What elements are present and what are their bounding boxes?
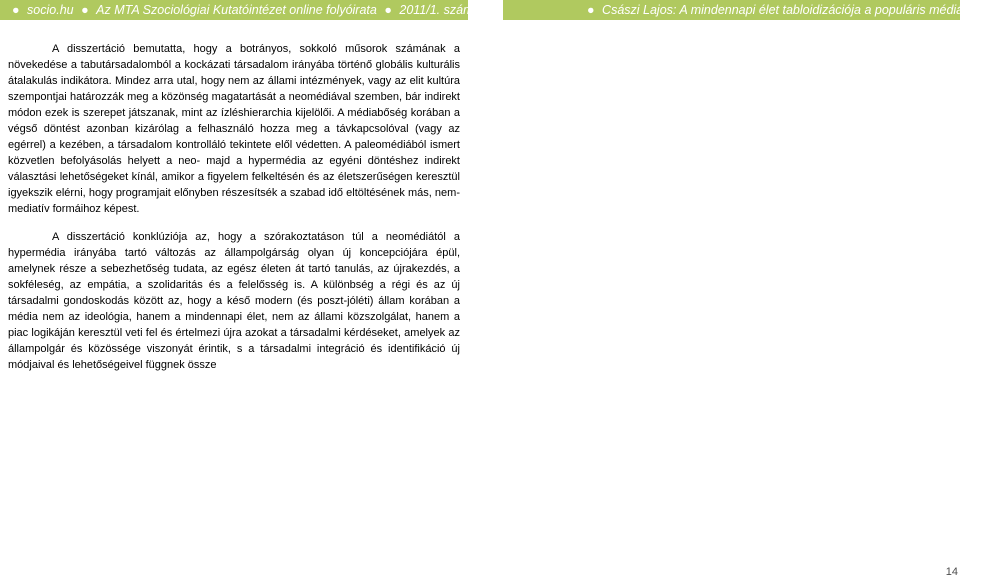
header-journal-title: Az MTA Szociológiai Kutatóintézet online folyóirata — [96, 3, 377, 17]
bullet-icon: ● — [12, 3, 20, 17]
header-bar-right — [503, 0, 1000, 20]
bullet-icon: ● — [587, 3, 595, 17]
bullet-icon: ● — [991, 3, 1000, 17]
paragraph-1: A disszertáció bemutatta, hogy a botrányos, sokkoló műsorok számának a növekedése a tabutársadalomból a kockázati társadalom irányába történő globális kulturális átalakulás indikátora. Mindez arra utal, hogy nem az állami intézmények, vagy az elit kultúra szempontjai határozzák meg a közönség magatartását a neomédiával szemben, bár indirekt módon ezek is szerepet játszanak, mint az ízléshierarchia kijelölői. A médiabőség korában a végső döntést azonban kizárólag a felhasználó hozza meg a távkapcsolóval (vagy az egérrel) a kezében, a társadalom kontrolláló tekintete elől védetten. A paleomédiából ismert közvetlen befolyásolás helyett a neo- majd a hypermédia az egyéni döntéshez indirekt választási lehetőségeket kínál, amikor a figyelem felkeltésén és az életszerűségen keresztül igyekszik elérni, hogy programjait előnyben részesítsék a szabad idő eltöltésének más, nem-mediatív formáihoz képest. — [8, 43, 460, 215]
bullet-icon: ● — [384, 3, 392, 17]
paragraph-2: A disszertáció konklúziója az, hogy a szórakoztatáson túl a neomédiától a hypermédia irányába tartó változás az állampolgárság olyan új koncepciójára épül, amelynek része a sebezhetőség tudata, az egész életen át tartó tanulás, az újrakezdés, a sokféleség, az empátia, a szolidaritás és a felelősség is. A különbség a régi és az új társadalmi gondoskodás között az, hogy a késő modern (és poszt-jóléti) állam korában a média nem az ideológia, hanem a mindennapi élet, nem az állami közszolgálat, hanem a piac logikáján keresztül veti fel és értelmezi újra azokat a társadalmi kérdéseket, amelyek az állampolgár és közössége viszonyát érintik, s a társadalmi integráció és identifikáció új módjaival és lehetőségeivel függnek össze — [8, 231, 460, 371]
header-article-title: Császi Lajos: A mindennapi élet tabloidizációja a populáris médiában — [602, 3, 984, 17]
header-issue: 2011/1. szám — [399, 3, 474, 17]
page-number: 14 — [945, 566, 958, 578]
bullet-icon: ● — [480, 3, 489, 17]
header-bar-left — [0, 0, 489, 20]
bullet-icon: ● — [81, 3, 89, 17]
article-body — [8, 41, 460, 373]
header-site-name[interactable]: socio.hu — [27, 3, 74, 17]
